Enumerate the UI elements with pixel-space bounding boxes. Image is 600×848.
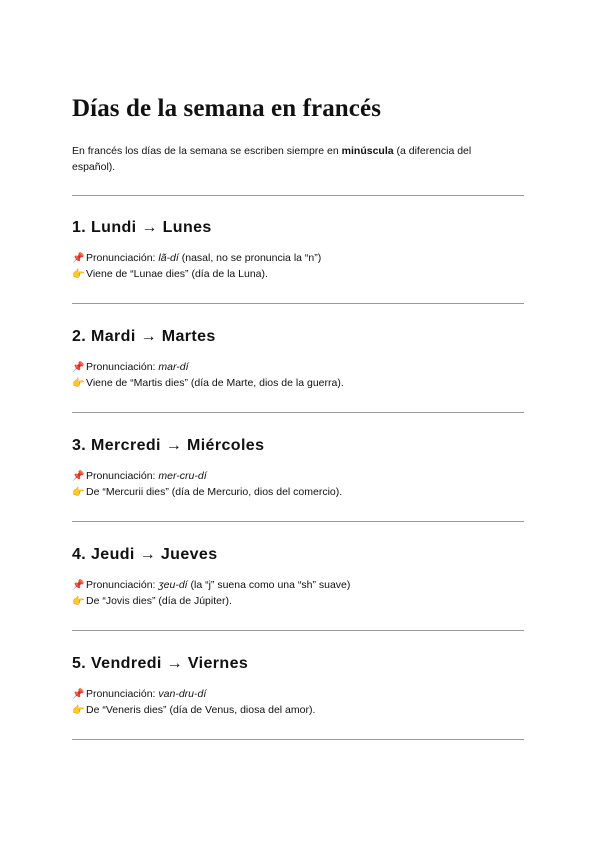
intro-bold: minúscula xyxy=(341,145,394,157)
pronunciation-note: (nasal, no se pronuncia la “n”) xyxy=(178,252,322,264)
origin-line xyxy=(72,594,524,610)
section-heading: 5. Vendredi → Viernes xyxy=(72,655,249,672)
divider xyxy=(72,630,524,631)
pronunciation-value: mar-dí xyxy=(158,361,189,373)
section-lundi xyxy=(72,219,524,282)
divider xyxy=(72,303,524,304)
origin-text: De “Mercurii dies” (día de Mercurio, dios del comercio). xyxy=(86,485,343,498)
section-mercredi xyxy=(72,437,524,500)
section-vendredi xyxy=(72,655,524,718)
pin-icon: 📌 xyxy=(72,362,85,373)
pin-icon: 📌 xyxy=(72,580,85,591)
section-heading: 2. Mardi → Martes xyxy=(72,328,216,345)
origin-text: De “Jovis dies” (día de Júpiter). xyxy=(86,594,232,607)
divider xyxy=(72,521,524,522)
pronunciation-label: Pronunciación: xyxy=(86,361,156,373)
intro-text: En francés los días de la semana se escriben siempre en xyxy=(72,145,342,157)
pin-icon: 📌 xyxy=(72,253,85,264)
divider xyxy=(72,195,524,196)
intro-paragraph xyxy=(72,143,512,175)
pronunciation-line xyxy=(72,687,524,703)
origin-line xyxy=(72,267,524,283)
pointing-hand-icon: 👉 xyxy=(72,486,85,498)
pronunciation-line xyxy=(72,360,524,376)
intro-text-end: (a diferencia del español). xyxy=(72,145,472,173)
section-jeudi xyxy=(72,546,524,609)
pointing-hand-icon: 👉 xyxy=(72,595,85,607)
pronunciation-note: (la “j” suena como una “sh” suave) xyxy=(187,579,351,591)
origin-line xyxy=(72,376,524,392)
origin-text: Viene de “Lunae dies” (día de la Luna). xyxy=(86,267,268,280)
origin-text: De “Veneris dies” (día de Venus, diosa del amor). xyxy=(86,703,316,716)
section-heading: 1. Lundi → Lunes xyxy=(72,219,212,236)
pointing-hand-icon: 👉 xyxy=(72,268,85,280)
origin-line xyxy=(72,485,524,501)
pronunciation-value: van-dru-dí xyxy=(158,688,207,700)
pointing-hand-icon: 👉 xyxy=(72,377,85,389)
section-mardi xyxy=(72,328,524,391)
pin-icon: 📌 xyxy=(72,689,85,700)
pronunciation-value: ʒeu-dí xyxy=(158,579,188,591)
pronunciation-label: Pronunciación: xyxy=(86,579,156,591)
pronunciation-label: Pronunciación: xyxy=(86,252,156,264)
pronunciation-line xyxy=(72,251,524,267)
page-title: Días de la semana en francés xyxy=(72,95,382,122)
section-heading: 4. Jeudi → Jueves xyxy=(72,546,218,563)
divider xyxy=(72,412,524,413)
origin-text: Viene de “Martis dies” (día de Marte, dios de la guerra). xyxy=(86,376,344,389)
divider xyxy=(72,739,524,740)
pronunciation-line xyxy=(72,469,524,485)
pronunciation-label: Pronunciación: xyxy=(86,470,156,482)
pronunciation-line xyxy=(72,578,524,594)
pronunciation-value: lã-dí xyxy=(158,252,179,264)
pronunciation-label: Pronunciación: xyxy=(86,688,156,700)
section-heading: 3. Mercredi → Miércoles xyxy=(72,437,265,454)
pointing-hand-icon: 👉 xyxy=(72,704,85,716)
pronunciation-value: mer-cru-dí xyxy=(158,470,207,482)
origin-line xyxy=(72,703,524,719)
pin-icon: 📌 xyxy=(72,471,85,482)
